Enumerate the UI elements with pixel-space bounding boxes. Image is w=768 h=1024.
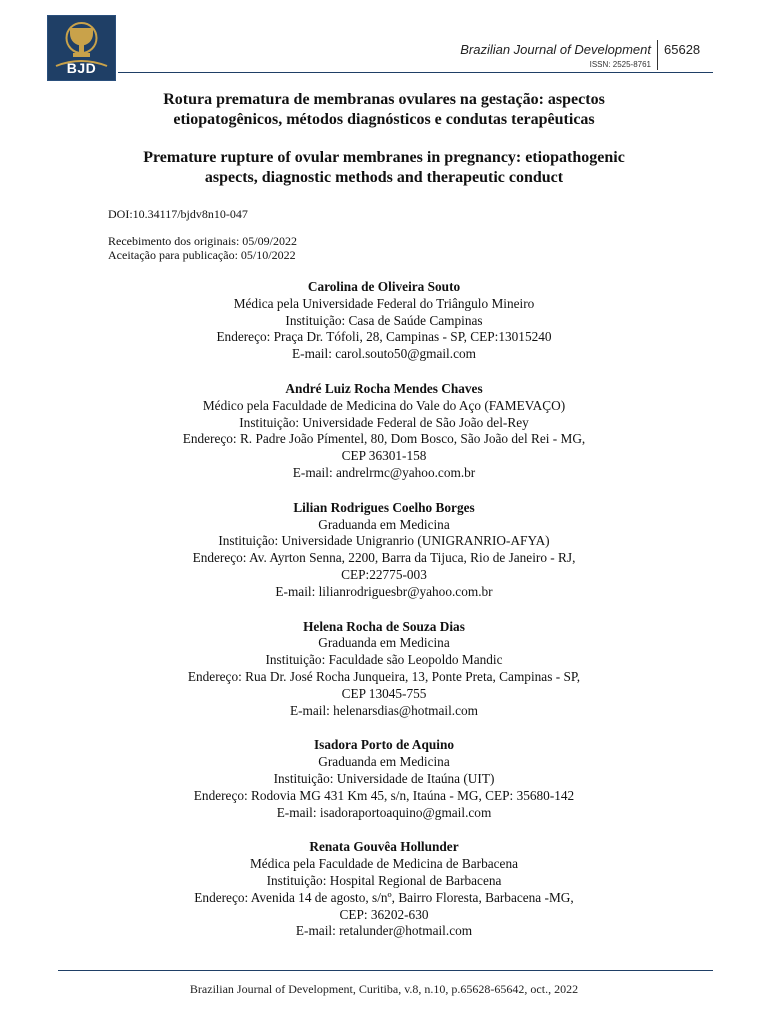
accepted-date: Aceitação para publicação: 05/10/2022	[108, 248, 296, 262]
title-line: Premature rupture of ovular membranes in pregnancy: etiopathogenic	[143, 149, 625, 166]
author-detail: E-mail: carol.souto50@gmail.com	[292, 346, 476, 362]
author-detail: CEP 13045-755	[341, 685, 427, 701]
author-detail: Endereço: Avenida 14 de agosto, s/nº, Bairro Floresta, Barbacena -MG,	[194, 889, 574, 905]
title-line: aspects, diagnostic methods and therapeutic conduct	[204, 169, 564, 186]
journal-name: Brazilian Journal of Development	[460, 42, 651, 57]
author-detail: Instituição: Universidade de Itaúna (UIT)	[273, 770, 495, 786]
author-detail: CEP:22775-003	[341, 566, 427, 582]
author-detail: CEP: 36202-630	[339, 906, 429, 922]
author-detail: Instituição: Universidade Federal de São João del-Rey	[239, 414, 529, 430]
author-detail: Endereço: Av. Ayrton Senna, 2200, Barra da Tijuca, Rio de Janeiro - RJ,	[192, 550, 576, 566]
author-detail: Endereço: Rua Dr. José Rocha Junqueira, 13, Ponte Preta, Campinas - SP,	[187, 668, 581, 684]
author-list	[100, 279, 668, 958]
author-detail: Endereço: Praça Dr. Tófoli, 28, Campinas - SP, CEP:13015240	[216, 329, 552, 345]
author-block	[100, 381, 668, 482]
title-line: Rotura prematura de membranas ovulares na gestação: aspectos	[163, 91, 605, 108]
author-block	[100, 737, 668, 821]
author-block	[100, 279, 668, 363]
author-detail: Instituição: Faculdade são Leopoldo Mandic	[265, 652, 503, 668]
title-line: etiopatogênicos, métodos diagnósticos e condutas terapêuticas	[173, 111, 595, 128]
author-detail: Graduanda em Medicina	[318, 754, 450, 770]
page-number: 65628	[664, 42, 701, 57]
author-detail: Endereço: R. Padre João Pímentel, 80, Dom Bosco, São João del Rei - MG,	[182, 431, 586, 447]
author-detail: Médica pela Faculdade de Medicina de Barbacena	[249, 856, 519, 872]
header-rule	[118, 72, 713, 73]
author-detail: Instituição: Hospital Regional de Barbacena	[266, 872, 502, 888]
author-detail: Graduanda em Medicina	[318, 516, 450, 532]
footer-citation: Brazilian Journal of Development, Curitiba, v.8, n.10, p.65628-65642, oct., 2022	[189, 982, 579, 996]
author-block	[100, 619, 668, 720]
author-detail: Graduanda em Medicina	[318, 635, 450, 651]
author-name: Renata Gouvêa Hollunder	[309, 839, 459, 855]
author-detail: Endereço: Rodovia MG 431 Km 45, s/n, Itaúna - MG, CEP: 35680-142	[193, 787, 575, 803]
author-name: Carolina de Oliveira Souto	[307, 279, 461, 294]
doi: DOI:10.34117/bjdv8n10-047	[108, 207, 248, 221]
issn: ISSN: 2525-8761	[589, 60, 651, 69]
footer-rule	[58, 970, 713, 971]
author-name: Isadora Porto de Aquino	[313, 737, 454, 753]
author-detail: E-mail: helenarsdias@hotmail.com	[289, 702, 478, 718]
author-detail: Médico pela Faculdade de Medicina do Vale do Aço (FAMEVAÇO)	[202, 397, 566, 413]
author-detail: Instituição: Universidade Unigranrio (UNIGRANRIO-AFYA)	[218, 533, 550, 549]
dates	[108, 234, 297, 262]
received-date: Recebimento dos originais: 05/09/2022	[108, 234, 297, 248]
title-english	[90, 148, 678, 188]
title-portuguese	[90, 90, 678, 130]
author-name: André Luiz Rocha Mendes Chaves	[285, 380, 483, 396]
author-name: Lilian Rodrigues Coelho Borges	[293, 499, 475, 515]
author-block	[100, 839, 668, 940]
author-detail: CEP 36301-158	[341, 448, 427, 464]
author-detail: E-mail: lilianrodriguesbr@yahoo.com.br	[275, 583, 493, 599]
author-block	[100, 500, 668, 601]
author-name: Helena Rocha de Souza Dias	[303, 618, 465, 634]
author-detail: E-mail: andrelrmc@yahoo.com.br	[292, 464, 476, 480]
author-detail: Médica pela Universidade Federal do Triângulo Mineiro	[233, 295, 535, 311]
author-detail: Instituição: Casa de Saúde Campinas	[285, 312, 483, 328]
header-divider	[657, 40, 658, 70]
journal-logo	[47, 15, 116, 81]
author-detail: E-mail: isadoraportoaquino@gmail.com	[276, 804, 492, 820]
author-detail: E-mail: retalunder@hotmail.com	[295, 923, 473, 939]
logo-text: BJD	[66, 60, 97, 76]
